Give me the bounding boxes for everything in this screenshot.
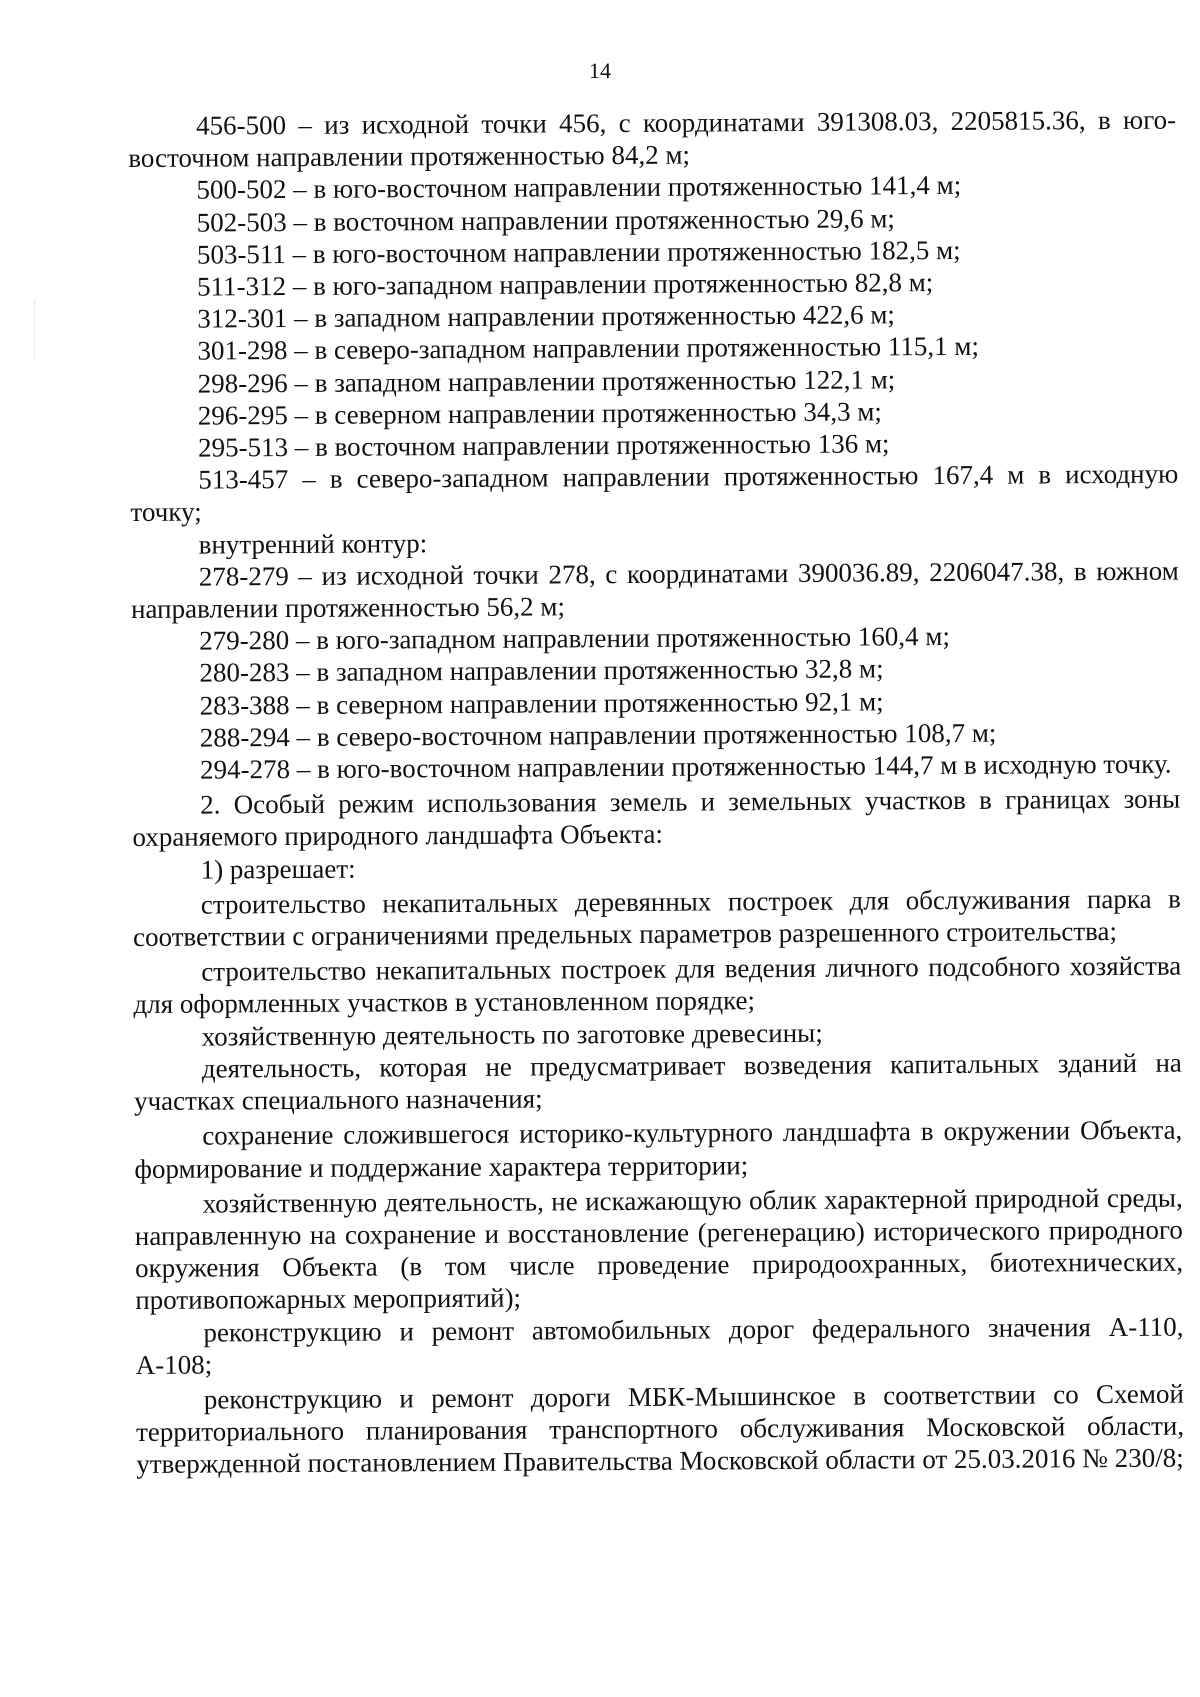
paragraph-296-295: 296-295 – в северном направлении протяженностью 34,3 м;: [197, 396, 882, 431]
paragraph-inner-contour: внутренний контур:: [198, 527, 428, 560]
document-body: [128, 104, 1184, 1481]
paragraph-natural-environment: хозяйственную деятельность, не искажающую облик характерной природной среды, направленную на сохранение и восстановление (регенерацию) исторического природного окружения Объекта (в том числе проведение природоохранных, биотехнических, противопожарных мероприятий);: [134, 1182, 1184, 1316]
paragraph-278-279: 278-279 – из исходной точки 278, с координатами 390036.89, 2206047.38, в южном направлении протяженностью 56,2 м;: [130, 555, 1179, 625]
paragraph-283-388: 283-388 – в северном направлении протяженностью 92,1 м;: [199, 686, 884, 721]
paragraph-subsidiary-farming: строительство некапитальных построек для ведения личного подсобного хозяйства для оформленных участков в установленном порядке;: [133, 950, 1182, 1020]
paragraph-500-502: 500-502 – в юго-восточном направлении протяженностью 141,4 м;: [196, 170, 962, 205]
paragraph-298-296: 298-296 – в западном направлении протяженностью 122,1 м;: [197, 363, 896, 399]
paragraph-288-294: 288-294 – в северо-восточном направлении протяженностью 108,7 м;: [199, 717, 997, 753]
paragraph-456-500: 456-500 – из исходной точки 456, с координатами 391308.03, 2205815.36, в юго-восточном направлении протяженностью 84,2 м;: [128, 104, 1177, 174]
paragraph-513-457: 513-457 – в северо-западном направлении протяженностью 167,4 м в исходную точку;: [130, 458, 1179, 528]
paragraph-wooden-buildings: строительство некапитальных деревянных построек для обслуживания парка в соответствии с ограничениями предельных параметров разрешенного строительства;: [132, 883, 1181, 953]
paragraph-503-511: 503-511 – в юго-восточном направлении протяженностью 182,5 м;: [196, 234, 961, 270]
paragraph-280-283: 280-283 – в западном направлении протяженностью 32,8 м;: [199, 653, 884, 689]
paragraph-landscape-preservation: сохранение сложившегося историко-культурного ландшафта в окружении Объекта, формирование и поддержание характера территории;: [134, 1114, 1183, 1184]
paragraph-295-513: 295-513 – в восточном направлении протяженностью 136 м;: [197, 428, 890, 463]
paragraph-permits-heading: 1) разрешает:: [200, 853, 356, 885]
paragraph-312-301: 312-301 – в западном направлении протяженностью 422,6 м;: [197, 299, 895, 334]
paragraph-279-280: 279-280 – в юго-западном направлении протяженностью 160,4 м;: [199, 621, 950, 656]
paragraph-294-278: 294-278 – в юго-восточном направлении протяженностью 144,7 м в исходную точку.: [199, 748, 1172, 785]
paragraph-511-312: 511-312 – в юго-западном направлении протяженностью 82,8 м;: [196, 267, 934, 302]
scan-margin-marks: [34, 300, 39, 360]
paragraph-federal-roads: реконструкцию и ремонт автомобильных дорог федерального значения А-110, А-108;: [135, 1311, 1184, 1380]
paragraph-timber-harvesting: хозяйственную деятельность по заготовке древесины;: [201, 1017, 823, 1052]
page-number: 14: [589, 58, 611, 83]
paragraph-mbk-road: реконструкцию и ремонт дороги МБК-Мышинское в соответствии со Схемой территориального планирования транспортного обслуживания Московской области, утвержденной постановлением Правительства Московской области от 25.03.2016 № 230/8;: [135, 1378, 1185, 1480]
paragraph-special-purpose-plots: деятельность, которая не предусматривает возведения капитальных зданий на участках специального назначения;: [133, 1047, 1182, 1117]
paragraph-301-298: 301-298 – в северо-западном направлении протяженностью 115,1 м;: [197, 331, 980, 367]
paragraph-special-regime: 2. Особый режим использования земель и земельных участков в границах зоны охраняемого природного ландшафта Объекта:: [132, 783, 1181, 853]
paragraph-502-503: 502-503 – в восточном направлении протяженностью 29,6 м;: [196, 202, 895, 238]
